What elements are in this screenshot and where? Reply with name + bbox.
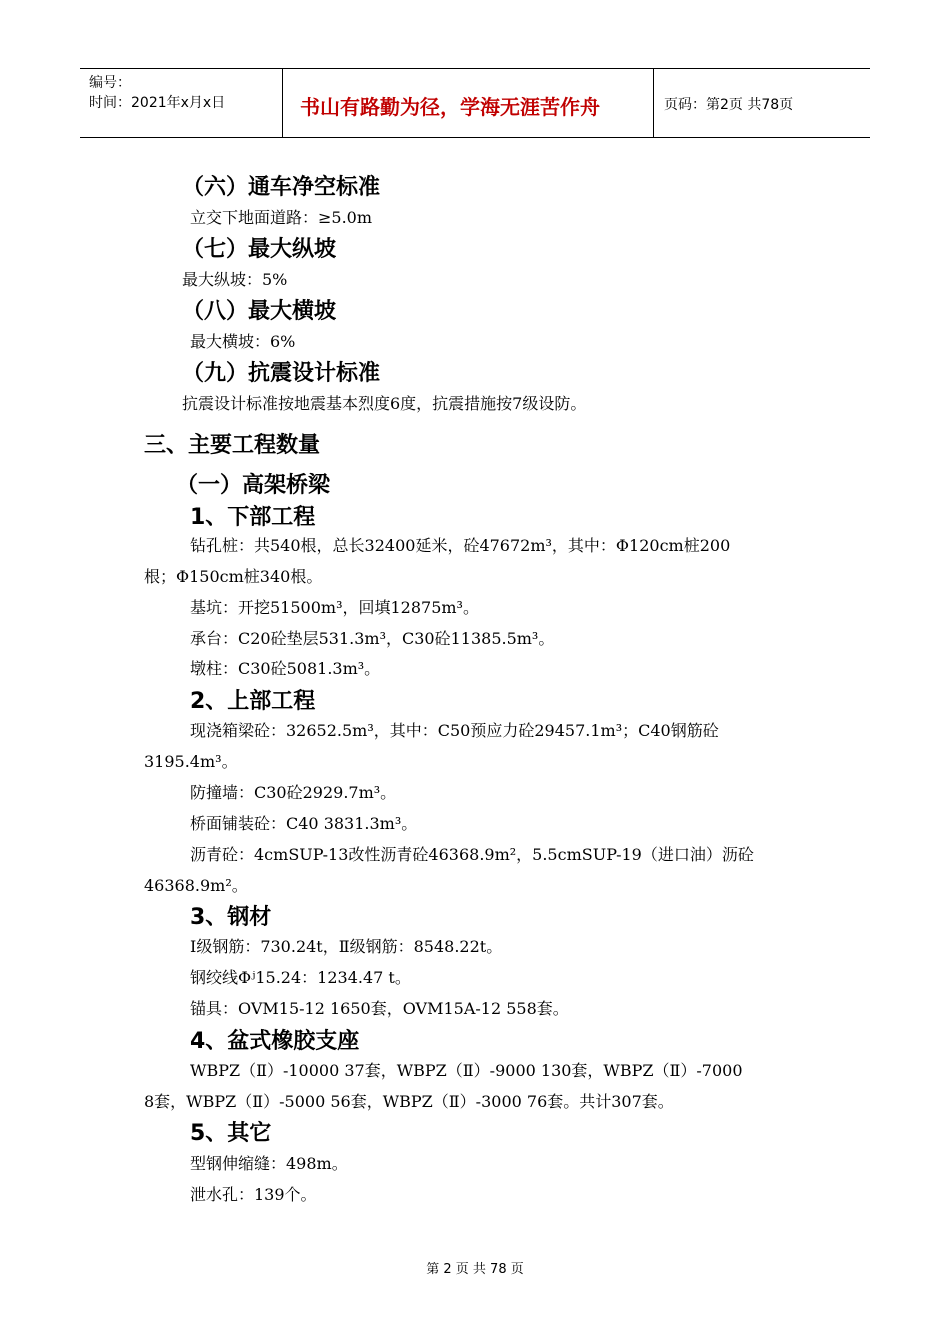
section-title-seismic: （九）抗震设计标准 <box>182 361 381 386</box>
chapter-title-quantities: 三、主要工程数量 <box>144 433 321 458</box>
paragraph-deck-pavement: 桥面铺装砼：C40 3831.3m³。 <box>190 814 418 833</box>
section-title-clearance: （六）通车净空标准 <box>182 175 381 200</box>
paragraph-strand: 钢绞线Φʲ15.24：1234.47 t。 <box>190 968 411 987</box>
paragraph-box-girder-2: 3195.4m³。 <box>144 752 238 771</box>
paragraph-box-girder-1: 现浇箱梁砼：32652.5m³，其中：C50预应力砼29457.1m³；C40钢筋砼 <box>190 721 719 740</box>
paragraph-clearance: 立交下地面道路：≥5.0m <box>190 208 373 227</box>
paragraph-seismic: 抗震设计标准按地震基本烈度6度，抗震措施按7级设防。 <box>182 394 587 413</box>
subsection-title-superstructure: 2、上部工程 <box>190 689 316 714</box>
paragraph-bearing-1: WBPZ（Ⅱ）-10000 37套，WBPZ（Ⅱ）-9000 130套，WBPZ（Ⅱ）-7000 <box>190 1061 743 1080</box>
header-motto-cell <box>283 69 654 137</box>
paragraph-foundation-pit: 基坑：开挖51500m³，回填12875m³。 <box>190 598 479 617</box>
paragraph-bearing-2: 8套，WBPZ（Ⅱ）-5000 56套，WBPZ（Ⅱ）-3000 76套。共计307套。 <box>144 1092 674 1111</box>
doc-time-label: 时间：2021年x月x日 <box>89 95 226 111</box>
paragraph-max-cross-slope: 最大横坡：6% <box>190 332 296 351</box>
doc-number-label: 编号： <box>89 75 131 91</box>
paragraph-bored-piles-1: 钻孔桩：共540根，总长32400延米，砼47672m³，其中：Φ120cm桩200 <box>190 536 731 555</box>
paragraph-pile-cap: 承台：C20砼垫层531.3m³，C30砼11385.5m³。 <box>190 629 555 648</box>
section-title-max-cross-slope: （八）最大横坡 <box>182 299 337 324</box>
paragraph-rebar: Ⅰ级钢筋：730.24t，Ⅱ级钢筋：8548.22t。 <box>190 937 503 956</box>
subsection-title-others: 5、其它 <box>190 1121 272 1146</box>
paragraph-drain-holes: 泄水孔：139个。 <box>190 1185 317 1204</box>
paragraph-expansion-joint: 型钢伸缩缝：498m。 <box>190 1154 348 1173</box>
header-motto: 书山有路勤为径，学海无涯苦作舟 <box>300 95 600 119</box>
paragraph-asphalt-2: 46368.9m²。 <box>144 876 248 895</box>
paragraph-bored-piles-2: 根；Φ150cm桩340根。 <box>144 567 323 586</box>
section-title-viaduct: （一）高架桥梁 <box>176 473 331 498</box>
section-title-max-longitudinal-slope: （七）最大纵坡 <box>182 237 337 262</box>
header-page-cell <box>654 69 870 137</box>
header-meta-cell <box>80 69 283 137</box>
page-header <box>80 68 870 138</box>
paragraph-anchorage: 锚具：OVM15-12 1650套，OVM15A-12 558套。 <box>190 999 569 1018</box>
page-footer: 第 2 页 共 78 页 <box>426 1262 524 1277</box>
subsection-title-substructure: 1、下部工程 <box>190 505 316 530</box>
subsection-title-steel: 3、钢材 <box>190 905 272 930</box>
subsection-title-pot-bearing: 4、盆式橡胶支座 <box>190 1029 360 1054</box>
header-page-info: 页码：第2页 共78页 <box>664 97 794 113</box>
paragraph-crash-barrier: 防撞墙：C30砼2929.7m³。 <box>190 783 397 802</box>
paragraph-max-longitudinal-slope: 最大纵坡：5% <box>182 270 288 289</box>
paragraph-pier-column: 墩柱：C30砼5081.3m³。 <box>190 659 381 678</box>
paragraph-asphalt-1: 沥青砼：4cmSUP-13改性沥青砼46368.9m²，5.5cmSUP-19（进口油）沥砼 <box>190 845 754 864</box>
